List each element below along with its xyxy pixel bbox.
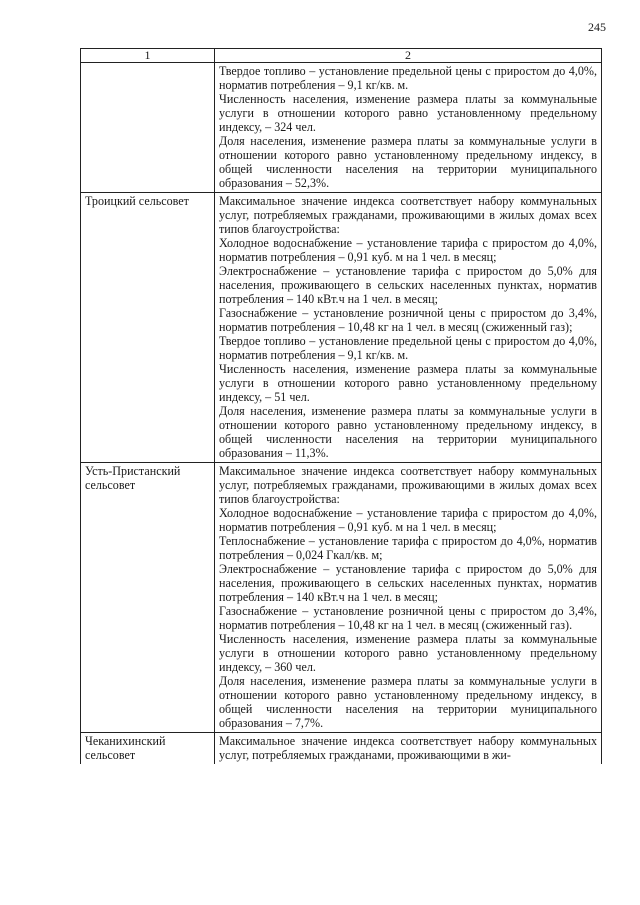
municipality-name (81, 63, 215, 193)
table-row (81, 463, 602, 733)
paragraph: Электроснабжение – установление тарифа с приростом до 5,0% для населения, проживающего в сельских населенных пунктах, норматив потребления – 140 кВт.ч на 1 чел. в месяц; (219, 264, 597, 306)
paragraph: Доля населения, изменение размера платы за коммунальные услуги в отношении которого равно установленному предельному индексу, в общей численности населения на территории муниципального образования – 52,3%. (219, 134, 597, 190)
table-row (81, 63, 602, 193)
table-row (81, 733, 602, 765)
paragraph: Максимальное значение индекса соответствует набору коммунальных услуг, потребляемых гражданами, проживающими в жи- (219, 734, 597, 762)
paragraph: Численность населения, изменение размера платы за коммунальные услуги в отношении которого равно установленному предельному индексу, – 51 чел. (219, 362, 597, 404)
paragraph: Холодное водоснабжение – установление тарифа с приростом до 4,0%, норматив потребления – 0,91 куб. м на 1 чел. в месяц; (219, 236, 597, 264)
description-cell (215, 733, 602, 765)
paragraph: Твердое топливо – установление предельной цены с приростом до 4,0%, норматив потребления – 9,1 кг/кв. м. (219, 334, 597, 362)
paragraph: Электроснабжение – установление тарифа с приростом до 5,0% для населения, проживающего в сельских населенных пунктах, норматив потребления – 140 кВт.ч на 1 чел. в месяц; (219, 562, 597, 604)
description-cell (215, 193, 602, 463)
paragraph: Максимальное значение индекса соответствует набору коммунальных услуг, потребляемых гражданами, проживающими в жилых домах всех типов благоустройства: (219, 464, 597, 506)
description-cell (215, 63, 602, 193)
paragraph: Газоснабжение – установление розничной цены с приростом до 3,4%, норматив потребления – 10,48 кг на 1 чел. в месяц (сжиженный газ); (219, 306, 597, 334)
table-row (81, 193, 602, 463)
table-header-row (81, 49, 602, 63)
paragraph: Численность населения, изменение размера платы за коммунальные услуги в отношении которого равно установленному предельному индексу, – 324 чел. (219, 92, 597, 134)
municipality-name: Троицкий сельсовет (81, 193, 215, 463)
page-number: 245 (588, 20, 606, 34)
header-col-2: 2 (215, 49, 602, 63)
paragraph: Доля населения, изменение размера платы за коммунальные услуги в отношении которого равно установленному предельному индексу, в общей численности населения на территории муниципального образования – 7,7%. (219, 674, 597, 730)
tariff-table (80, 48, 602, 764)
paragraph: Теплоснабжение – установление тарифа с приростом до 4,0%, норматив потребления – 0,024 Гкал/кв. м; (219, 534, 597, 562)
paragraph: Твердое топливо – установление предельной цены с приростом до 4,0%, норматив потребления – 9,1 кг/кв. м. (219, 64, 597, 92)
municipality-name: Усть-Пристанский сельсовет (81, 463, 215, 733)
description-cell (215, 463, 602, 733)
paragraph: Газоснабжение – установление розничной цены с приростом до 3,4%, норматив потребления – 10,48 кг на 1 чел. в месяц (сжиженный газ). (219, 604, 597, 632)
header-col-1: 1 (81, 49, 215, 63)
paragraph: Численность населения, изменение размера платы за коммунальные услуги в отношении которого равно установленному предельному индексу, – 360 чел. (219, 632, 597, 674)
paragraph: Холодное водоснабжение – установление тарифа с приростом до 4,0%, норматив потребления – 0,91 куб. м на 1 чел. в месяц; (219, 506, 597, 534)
municipality-name: Чеканихинский сельсовет (81, 733, 215, 765)
paragraph: Доля населения, изменение размера платы за коммунальные услуги в отношении которого равно установленному предельному индексу, в общей численности населения на территории муниципального образования – 11,3%. (219, 404, 597, 460)
paragraph: Максимальное значение индекса соответствует набору коммунальных услуг, потребляемых гражданами, проживающими в жилых домах всех типов благоустройства: (219, 194, 597, 236)
